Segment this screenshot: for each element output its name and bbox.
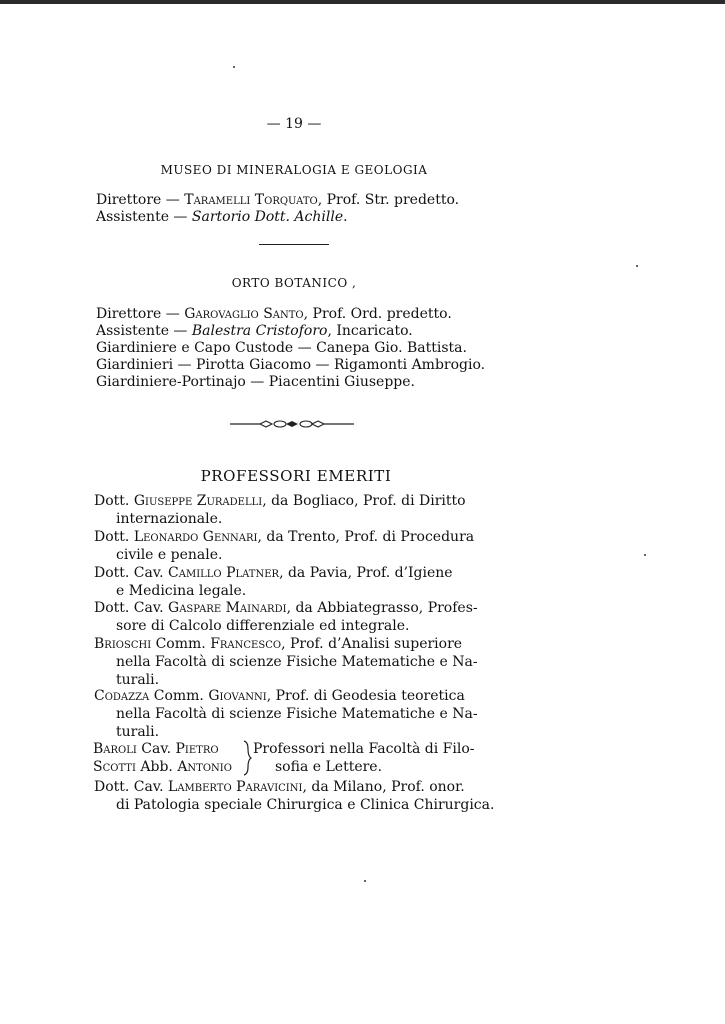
honorific: Abb. [135, 759, 178, 775]
honorific: Cav. [136, 741, 176, 757]
person-name: Pirotta Giacomo [196, 357, 312, 373]
continuation: e Medicina legale. [116, 583, 247, 599]
person-name: Garovaglio Santo [184, 306, 304, 322]
continuation: turali. [116, 724, 160, 740]
title-prefix: Dott. Cav. [94, 600, 169, 616]
emeritus-entry [94, 778, 494, 814]
role: Giardiniere-Portinajo [96, 374, 246, 390]
person-name: Balestra Cristoforo [191, 323, 328, 339]
person-name: Sartorio Dott. Achille [191, 209, 344, 225]
title-prefix: Dott. Cav. [94, 565, 169, 581]
orto-giardinieri: Giardinieri — Pirotta Giacomo — Rigamonti Ambrogio. [96, 357, 486, 373]
details: , da Trento, Prof. di Procedura [257, 529, 475, 545]
role: Direttore [96, 306, 162, 322]
person-name: Giuseppe Zuradelli [133, 493, 263, 509]
orto-title: ORTO BOTANICO , [231, 276, 357, 290]
person-surname: Scotti [93, 759, 136, 775]
person-given-name: Pietro [175, 741, 219, 757]
person-name: Leonardo Gennari [133, 529, 258, 545]
scan-speck [636, 265, 638, 267]
continuation: civile e penale. [116, 547, 223, 563]
person-given-name: Giovanni [208, 688, 267, 704]
pair-description: Professori nella Facoltà di Filo- [253, 741, 475, 757]
person-name: Lamberto Paravicini [168, 779, 303, 795]
person-surname: Brioschi [94, 636, 152, 652]
emeritus-entry [94, 564, 494, 600]
section-divider [259, 244, 329, 245]
orto-title-text: ORTO BOTANICO [231, 276, 348, 290]
continuation: nella Facoltà di scienze Fisiche Matematiche e Na- [116, 706, 478, 722]
pair-names [93, 740, 232, 776]
details: , Incaricato. [327, 323, 413, 339]
honorific: Comm. [149, 688, 209, 704]
ornament-divider [230, 419, 354, 429]
scan-edge [0, 0, 725, 4]
orto-assistente: Assistente — Balestra Cristoforo, Incaricato. [96, 323, 413, 339]
emeritus-entry [94, 687, 494, 741]
emeritus-entry [94, 599, 494, 635]
title-prefix: Dott. [94, 529, 134, 545]
emeriti-title: PROFESSORI EMERITI [200, 467, 392, 485]
details: , da Abbiategrasso, Profes- [286, 600, 478, 616]
details: , Prof. Str. predetto. [317, 192, 460, 208]
scan-speck [644, 554, 646, 556]
title-prefix: Dott. Cav. [94, 779, 169, 795]
museo-title: MUSEO DI MINERALOGIA E GEOLOGIA [160, 163, 428, 177]
pair-description-cont: sofia e Lettere. [275, 759, 383, 775]
orto-giardiniere-capo: Giardiniere e Capo Custode — Canepa Gio. Battista. [96, 340, 467, 356]
person-name-2: Rigamonti Ambrogio. [333, 357, 486, 373]
details: , Prof. d’Analisi superiore [281, 636, 463, 652]
title-prefix: Dott. [94, 493, 134, 509]
emeritus-entry [94, 528, 494, 564]
museo-direttore: Direttore — Taramelli Torquato, Prof. Str. predetto. [96, 192, 460, 208]
continuation: sore di Calcolo differenziale ed integrale. [116, 618, 410, 634]
details: , da Milano, Prof. onor. [302, 779, 465, 795]
person-surname: Baroli [93, 741, 137, 757]
details: , da Bogliaco, Prof. di Diritto [262, 493, 466, 509]
orto-portinajo: Giardiniere-Portinajo — Piacentini Giuseppe. [96, 374, 415, 390]
person-name: Camillo Platner [168, 565, 280, 581]
person-name: Taramelli Torquato [184, 192, 318, 208]
role: Direttore [96, 192, 162, 208]
continuation: di Patologia speciale Chirurgica e Clinica Chirurgica. [116, 797, 495, 813]
role: Assistente [96, 209, 169, 225]
person-given-name: Antonio [177, 759, 232, 775]
role: Assistente [96, 323, 169, 339]
emeritus-entry [94, 492, 494, 528]
emeritus-pair-entry [93, 740, 503, 778]
details: . [343, 209, 348, 225]
details: , Prof. Ord. predetto. [303, 306, 452, 322]
person-name: Piacentini Giuseppe. [268, 374, 415, 390]
continuation: turali. [116, 672, 160, 688]
honorific: Comm. [151, 636, 211, 652]
continuation: nella Facoltà di scienze Fisiche Matematiche e Na- [116, 654, 478, 670]
details: , da Pavia, Prof. d’Igiene [279, 565, 453, 581]
person-name: Canepa Gio. Battista. [316, 340, 467, 356]
orto-direttore: Direttore — Garovaglio Santo, Prof. Ord. predetto. [96, 306, 452, 322]
continuation: internazionale. [116, 511, 223, 527]
brace-icon [242, 740, 252, 776]
emeritus-entry [94, 635, 494, 689]
person-given-name: Francesco [210, 636, 282, 652]
role: Giardiniere e Capo Custode [96, 340, 294, 356]
scan-speck [233, 66, 235, 68]
role: Giardinieri [96, 357, 174, 373]
museo-assistente: Assistente — Sartorio Dott. Achille. [96, 209, 348, 225]
page-number: — 19 — [266, 116, 322, 132]
person-name: Gaspare Mainardi [168, 600, 287, 616]
person-surname: Codazza [94, 688, 150, 704]
details: , Prof. di Geodesia teoretica [266, 688, 465, 704]
scan-speck [364, 880, 366, 882]
